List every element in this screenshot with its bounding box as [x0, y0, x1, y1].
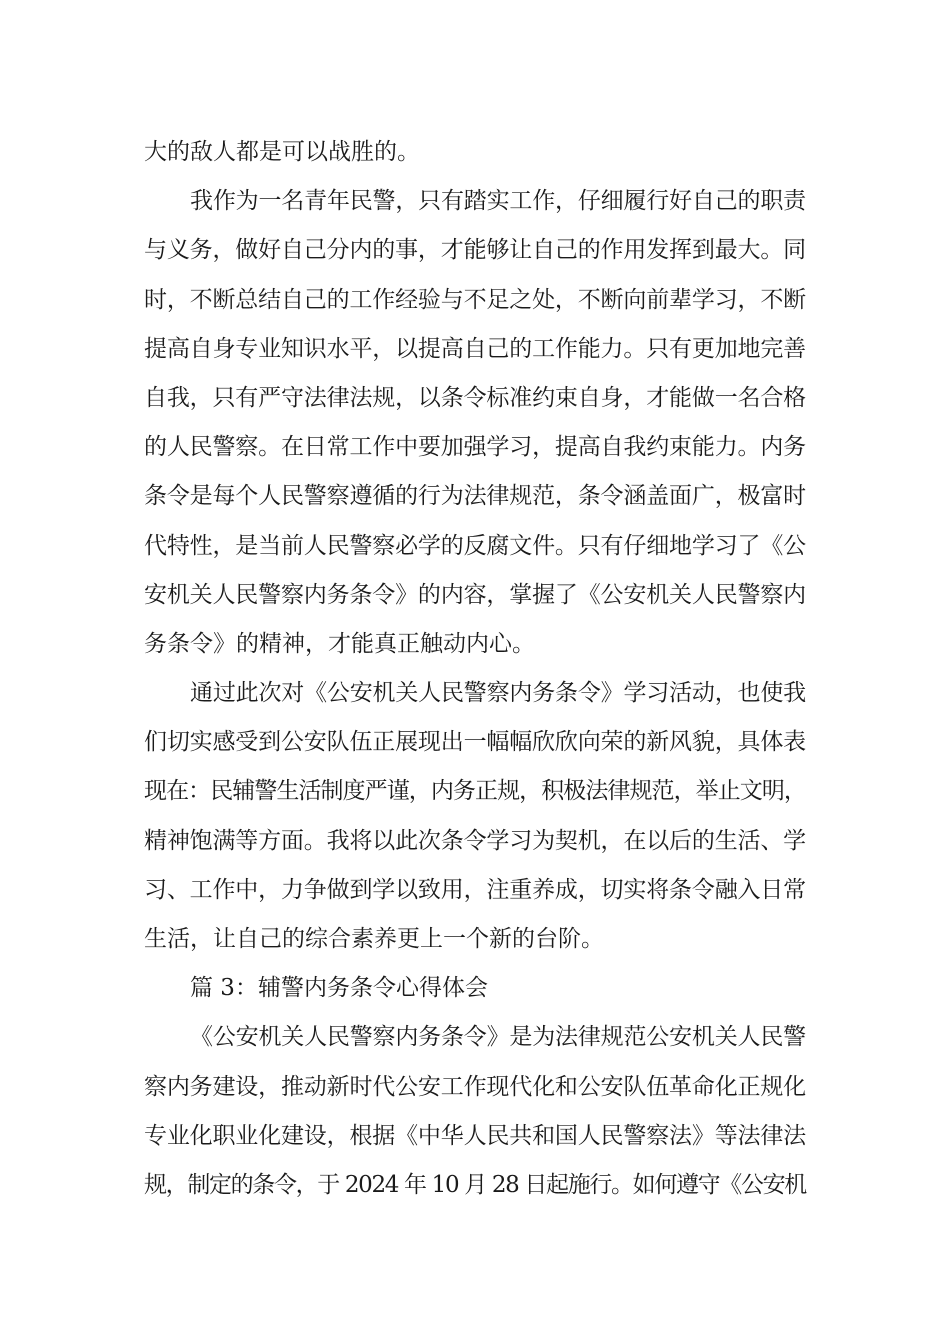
text-line: 的人民警察。在日常工作中要加强学习，提高自我约束能力。内务 — [144, 434, 807, 461]
text-line: 生活，让自己的综合素养更上一个新的台阶。 — [144, 926, 604, 952]
text-line: 现在：民辅警生活制度严谨，内务正规，积极法律规范，举止文明， — [144, 778, 807, 805]
paragraph-start-line: 我作为一名青年民警，只有踏实工作，仔细履行好自己的职责 — [190, 188, 807, 215]
text-line: 时，不断总结自己的工作经验与不足之处，不断向前辈学习，不断 — [144, 286, 807, 313]
text-line: 自我，只有严守法律法规，以条令标准约束自身，才能做一名合格 — [144, 384, 807, 411]
text-line: 习、工作中，力争做到学以致用，注重养成，切实将条令融入日常 — [144, 876, 807, 903]
text-line: 条令是每个人民警察遵循的行为法律规范，条令涵盖面广，极富时 — [144, 483, 807, 510]
text-line: 精神饱满等方面。我将以此次条令学习为契机，在以后的生活、学 — [144, 827, 807, 854]
paragraph-start-line: 《公安机关人民警察内务条令》是为法律规范公安机关人民警 — [190, 1024, 807, 1051]
text-line: 代特性，是当前人民警察必学的反腐文件。只有仔细地学习了《公 — [144, 532, 807, 559]
document-body — [144, 128, 806, 1210]
paragraph-start-line: 通过此次对《公安机关人民警察内务条令》学习活动，也使我 — [190, 680, 807, 707]
text-line: 安机关人民警察内务条令》的内容，掌握了《公安机关人民警察内 — [144, 581, 807, 608]
text-line: 专业化职业化建设，根据《中华人民共和国人民警察法》等法律法 — [144, 1122, 807, 1149]
section-heading: 篇 3：辅警内务条令心得体会 — [190, 975, 488, 1002]
text-line: 与义务，做好自己分内的事，才能够让自己的作用发挥到最大。同 — [144, 237, 807, 264]
text-line: 们切实感受到公安队伍正展现出一幅幅欣欣向荣的新风貌，具体表 — [144, 729, 807, 756]
text-line: 务条令》的精神，才能真正触动内心。 — [144, 630, 535, 657]
text-line: 提高自身专业知识水平，以提高自己的工作能力。只有更加地完善 — [144, 335, 807, 362]
text-line: 大的敌人都是可以战胜的。 — [144, 139, 420, 165]
text-line: 规，制定的条令，于 2024 年 10 月 28 日起施行。如何遵守《公安机 — [144, 1171, 806, 1198]
text-line: 察内务建设，推动新时代公安工作现代化和公安队伍革命化正规化 — [144, 1073, 807, 1100]
